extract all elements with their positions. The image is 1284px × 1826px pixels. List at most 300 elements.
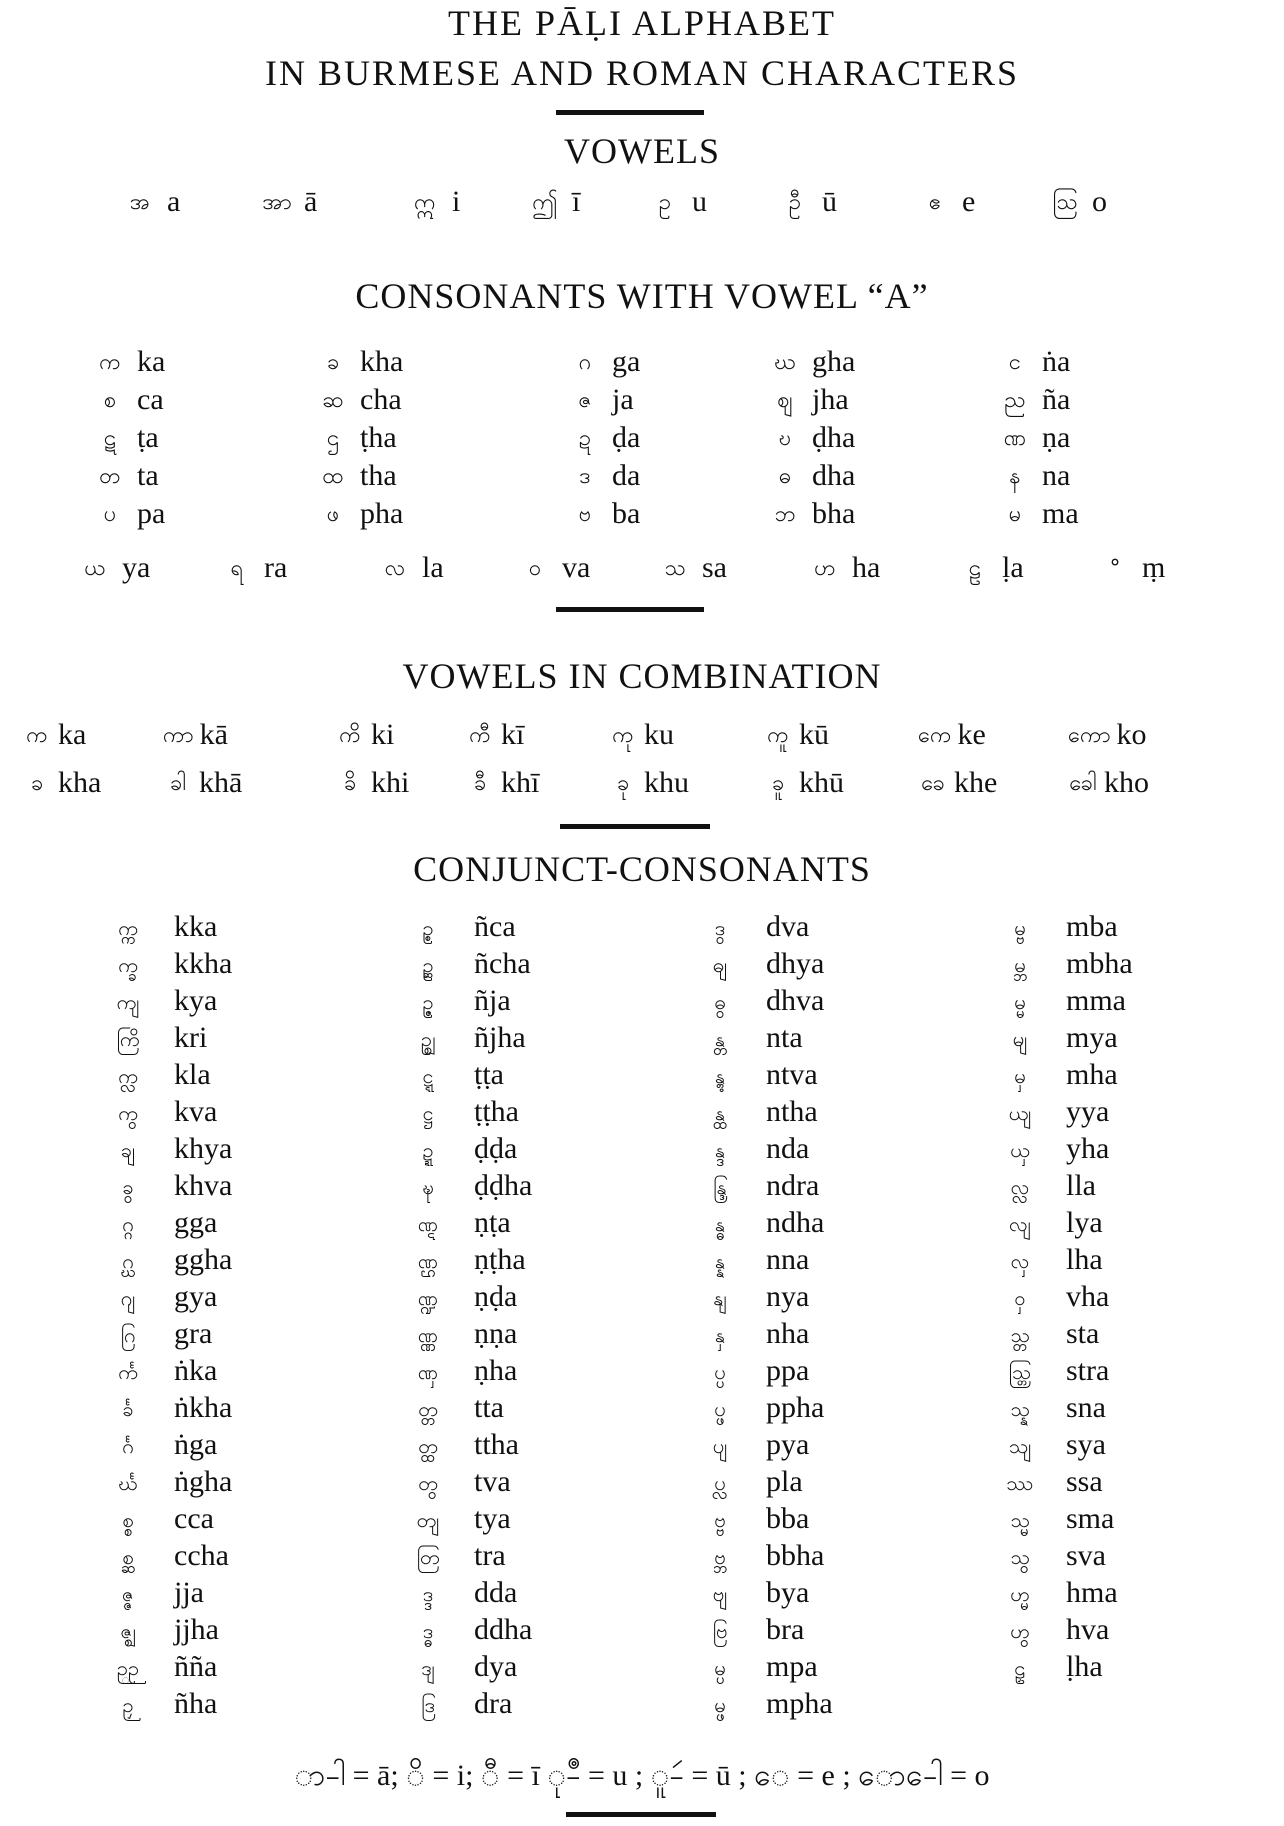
roman-transliteration: sa	[702, 551, 727, 584]
burmese-letter: ည	[1004, 388, 1026, 413]
roman-transliteration: ccha	[174, 1539, 229, 1572]
conjunct-pair	[408, 1648, 532, 1685]
roman-transliteration: ṭṭha	[474, 1095, 519, 1128]
conjunct-pair	[1000, 1426, 1133, 1463]
burmese-conjunct: ဉ္ဈ	[420, 1026, 436, 1051]
burmese-letter: ကူ	[767, 723, 789, 748]
burmese-conjunct: န္န	[714, 1248, 726, 1273]
burmese-conjunct: ဋ္ဌ	[422, 1100, 434, 1125]
roman-transliteration: dva	[766, 910, 810, 943]
consonants-heading: CONSONANTS WITH VOWEL “A”	[355, 276, 929, 316]
roman-transliteration: ī	[572, 185, 581, 218]
roman-transliteration: ke	[957, 718, 986, 751]
letter-pair	[608, 715, 674, 756]
burmese-conjunct: ပ္လ	[714, 1470, 726, 1495]
roman-transliteration: khu	[644, 766, 689, 799]
conjunct-pair	[408, 1056, 532, 1093]
burmese-conjunct: နှ	[714, 1322, 726, 1347]
roman-transliteration: ga	[612, 345, 641, 378]
burmese-conjunct: ကွ	[118, 1100, 138, 1125]
letter-pair	[780, 182, 837, 223]
roman-transliteration: hva	[1066, 1613, 1110, 1646]
roman-transliteration: ndha	[766, 1206, 825, 1239]
roman-transliteration: kva	[174, 1095, 218, 1128]
vowels-row	[0, 182, 1284, 222]
roman-transliteration: ppha	[766, 1391, 825, 1424]
roman-transliteration: tha	[360, 459, 397, 492]
roman-transliteration: la	[422, 551, 444, 584]
letter-pair	[318, 418, 397, 459]
burmese-conjunct: န္တ	[714, 1026, 726, 1051]
letter-pair	[95, 494, 165, 535]
burmese-conjunct: ဍ္ဎ	[422, 1174, 434, 1199]
roman-transliteration: ta	[137, 459, 159, 492]
roman-transliteration: ka	[137, 345, 166, 378]
conjunct-pair	[108, 982, 232, 1019]
conjunct-pair	[700, 1241, 833, 1278]
burmese-letter: ပ	[103, 502, 117, 527]
conjunct-pair	[1000, 1056, 1133, 1093]
roman-transliteration: hma	[1066, 1576, 1118, 1609]
conjunct-pair	[700, 1278, 833, 1315]
roman-transliteration: ntva	[766, 1058, 818, 1091]
letter-pair	[163, 763, 242, 804]
conjunct-pair	[108, 1167, 232, 1204]
divider	[556, 110, 704, 115]
consonant-row	[0, 342, 1284, 382]
burmese-conjunct: တြ	[416, 1544, 440, 1569]
roman-transliteration: kri	[174, 1021, 208, 1054]
conjunct-pair	[700, 945, 833, 982]
roman-transliteration: ḍḍa	[474, 1132, 518, 1165]
burmese-conjunct: ဏ္ဋ	[417, 1211, 439, 1236]
burmese-letter: င	[1008, 350, 1022, 375]
conjunct-pair	[1000, 1500, 1133, 1537]
roman-transliteration: dhya	[766, 947, 825, 980]
roman-transliteration: mba	[1066, 910, 1118, 943]
roman-transliteration: ña	[1042, 383, 1071, 416]
roman-transliteration: sya	[1066, 1428, 1106, 1461]
roman-transliteration: tta	[474, 1391, 504, 1424]
burmese-letter: ခါ	[169, 771, 187, 796]
conjunct-pair	[108, 1611, 232, 1648]
conjunct-pair	[108, 1093, 232, 1130]
burmese-letter: တ	[99, 464, 121, 489]
conjunct-pair	[408, 1278, 532, 1315]
combination-row	[0, 763, 1284, 803]
roman-transliteration: ñja	[474, 984, 511, 1017]
conjunct-pair	[700, 1093, 833, 1130]
burmese-conjunct: ဗြ	[712, 1618, 728, 1643]
roman-transliteration: kho	[1104, 766, 1149, 799]
conjunct-pair	[408, 1204, 532, 1241]
letter-pair	[1000, 380, 1070, 421]
conjunct-pair	[408, 1426, 532, 1463]
burmese-letter: ကိ	[339, 723, 361, 748]
conjunct-pair	[408, 1685, 532, 1722]
burmese-conjunct: န္ထ	[714, 1100, 726, 1125]
roman-transliteration: ḍḍha	[474, 1169, 533, 1202]
letter-pair	[770, 380, 849, 421]
roman-transliteration: dya	[474, 1650, 518, 1683]
conjunct-pair	[1000, 1537, 1133, 1574]
roman-transliteration: kha	[58, 766, 102, 799]
burmese-conjunct: ဏ္ဍ	[417, 1285, 439, 1310]
roman-transliteration: ku	[644, 718, 674, 751]
burmese-conjunct: င်္က	[118, 1359, 138, 1384]
burmese-conjunct: မ္မ	[1014, 989, 1026, 1014]
burmese-conjunct: စ္စ	[122, 1507, 134, 1532]
conjunct-pair	[700, 1352, 833, 1389]
letter-pair	[770, 494, 855, 535]
burmese-letter: ဍ	[578, 426, 592, 451]
conjunct-pair	[1000, 1574, 1133, 1611]
conjunct-pair	[408, 908, 532, 945]
roman-transliteration: ttha	[474, 1428, 519, 1461]
roman-transliteration: sta	[1066, 1317, 1100, 1350]
letter-pair	[163, 715, 228, 756]
letter-pair	[1100, 548, 1165, 589]
roman-transliteration: vha	[1066, 1280, 1110, 1313]
burmese-letter: အာ	[262, 190, 292, 215]
burmese-letter: ကော	[1068, 723, 1111, 748]
roman-transliteration: mpa	[766, 1650, 818, 1683]
conjunct-pair	[700, 1056, 833, 1093]
roman-transliteration: mma	[1066, 984, 1126, 1017]
roman-transliteration: ḷha	[1066, 1650, 1103, 1683]
burmese-conjunct: က္က	[118, 915, 138, 940]
roman-transliteration: ṃ	[1142, 551, 1166, 584]
roman-transliteration: jha	[812, 383, 849, 416]
roman-transliteration: kka	[174, 910, 218, 943]
burmese-conjunct: ခွ	[122, 1174, 134, 1199]
burmese-conjunct: ဉ္ဆ	[422, 952, 434, 977]
roman-transliteration: mha	[1066, 1058, 1118, 1091]
roman-transliteration: ḍha	[812, 421, 856, 454]
roman-transliteration: yha	[1066, 1132, 1110, 1165]
burmese-letter: ဈ	[777, 388, 793, 413]
burmese-letter: ဓ	[778, 464, 792, 489]
conjunct-pair	[408, 1500, 532, 1537]
roman-transliteration: u	[692, 185, 707, 218]
burmese-conjunct: ဗ္ဘ	[714, 1544, 726, 1569]
burmese-conjunct: သျ	[1008, 1433, 1032, 1458]
burmese-conjunct: တွ	[418, 1470, 438, 1495]
conjunct-pair	[108, 1648, 232, 1685]
roman-transliteration: khū	[799, 766, 844, 799]
burmese-conjunct: က္လ	[118, 1063, 138, 1088]
roman-transliteration: khva	[174, 1169, 233, 1202]
roman-transliteration: na	[1042, 459, 1071, 492]
conjunct-pair	[1000, 1278, 1133, 1315]
letter-pair	[770, 418, 855, 459]
roman-transliteration: jja	[174, 1576, 204, 1609]
consonant-row	[0, 494, 1284, 534]
burmese-letter: ဟ	[814, 556, 836, 581]
roman-transliteration: ggha	[174, 1243, 233, 1276]
conjunct-pair	[108, 1426, 232, 1463]
burmese-letter: ဆ	[322, 388, 344, 413]
roman-transliteration: ṭṭa	[474, 1058, 504, 1091]
burmese-conjunct: စ္ဆ	[122, 1544, 134, 1569]
letter-pair	[918, 715, 986, 756]
conjunct-pair	[1000, 1352, 1133, 1389]
roman-transliteration: bya	[766, 1576, 810, 1609]
burmese-conjunct: တျ	[416, 1507, 440, 1532]
burmese-conjunct: ဉ္ဇ	[422, 989, 434, 1014]
roman-transliteration: gga	[174, 1206, 218, 1239]
burmese-conjunct: င်္ဃ	[118, 1470, 138, 1495]
roman-transliteration: ñca	[474, 910, 516, 943]
burmese-conjunct: ဉ္စ	[422, 915, 434, 940]
conjunct-column	[408, 908, 532, 1722]
combination-heading: VOWELS IN COMBINATION	[402, 656, 882, 696]
burmese-letter: ကေ	[918, 723, 952, 748]
roman-transliteration: dra	[474, 1687, 513, 1720]
roman-transliteration: khya	[174, 1132, 233, 1165]
burmese-conjunct: ကျ	[116, 989, 140, 1014]
letter-pair	[95, 342, 165, 383]
letter-pair	[810, 548, 880, 589]
conjunct-pair	[700, 1537, 833, 1574]
conjunct-pair	[108, 1500, 232, 1537]
letter-pair	[318, 494, 403, 535]
letter-pair	[95, 456, 159, 497]
letter-pair	[1068, 715, 1147, 756]
roman-transliteration: ja	[612, 383, 634, 416]
burmese-conjunct: င်္ခ	[122, 1396, 134, 1421]
conjunct-pair	[408, 1130, 532, 1167]
conjunct-column	[1000, 908, 1133, 1685]
letter-pair	[380, 548, 444, 589]
letter-pair	[570, 380, 634, 421]
burmese-conjunct: ဋ္ဋ	[422, 1063, 434, 1088]
conjunct-pair	[1000, 1648, 1133, 1685]
roman-transliteration: nna	[766, 1243, 810, 1276]
burmese-letter: သ	[664, 556, 686, 581]
burmese-conjunct: တ္တ	[418, 1396, 438, 1421]
roman-transliteration: kā	[199, 718, 228, 751]
roman-transliteration: gha	[812, 345, 856, 378]
letter-pair	[410, 182, 460, 223]
roman-transliteration: ya	[122, 551, 151, 584]
conjunct-pair	[1000, 1241, 1133, 1278]
page-title-line-2: IN BURMESE AND ROMAN CHARACTERS	[264, 53, 1020, 93]
letter-pair	[22, 763, 101, 804]
vowels-heading: VOWELS	[564, 131, 720, 171]
letter-pair	[770, 342, 855, 383]
letter-pair	[465, 715, 524, 756]
conjunct-pair	[408, 1574, 532, 1611]
burmese-conjunct: မ္ဘ	[1014, 952, 1026, 977]
roman-transliteration: tya	[474, 1502, 511, 1535]
burmese-conjunct: ပျ	[712, 1433, 728, 1458]
conjunct-pair	[108, 1130, 232, 1167]
roman-transliteration: dhva	[766, 984, 825, 1017]
conjunct-pair	[700, 1574, 833, 1611]
conjunct-pair	[1000, 1167, 1133, 1204]
conjunct-pair	[700, 1389, 833, 1426]
letter-pair	[335, 715, 394, 756]
burmese-conjunct: ဟ္မ	[1010, 1581, 1030, 1606]
conjunct-pair	[1000, 1204, 1133, 1241]
letter-pair	[570, 342, 640, 383]
burmese-conjunct: င်္ဂ	[122, 1433, 134, 1458]
roman-transliteration: ṇṭa	[474, 1206, 511, 1239]
letter-pair	[570, 456, 640, 497]
page-title-line-1: THE PĀḶI ALPHABET	[448, 3, 836, 43]
burmese-conjunct: န္ဒြ	[713, 1174, 727, 1199]
divider	[566, 1812, 716, 1817]
burmese-conjunct: တ္ထ	[418, 1433, 438, 1458]
conjuncts-heading: CONJUNCT-CONSONANTS	[413, 849, 871, 889]
roman-transliteration: ṇṭha	[474, 1243, 526, 1276]
roman-transliteration: ṇa	[1042, 421, 1071, 454]
letter-pair	[1000, 494, 1079, 535]
burmese-conjunct: ဂ္ဃ	[122, 1248, 134, 1273]
burmese-letter: ဤ	[532, 190, 558, 215]
letter-pair	[763, 715, 829, 756]
burmese-letter: စ	[103, 388, 117, 413]
burmese-letter: အ	[129, 190, 151, 215]
burmese-letter: ဃ	[774, 350, 796, 375]
conjunct-pair	[108, 1056, 232, 1093]
conjunct-pair	[408, 982, 532, 1019]
letter-pair	[570, 418, 640, 459]
roman-transliteration: ki	[371, 718, 395, 751]
roman-transliteration: mpha	[766, 1687, 833, 1720]
roman-transliteration: ntha	[766, 1095, 818, 1128]
burmese-letter: က	[26, 723, 48, 748]
conjunct-pair	[700, 1426, 833, 1463]
burmese-conjunct: ဂျ	[120, 1285, 136, 1310]
roman-transliteration: ñcha	[474, 947, 531, 980]
letter-pair	[465, 763, 539, 804]
roman-transliteration: pa	[137, 497, 166, 530]
burmese-conjunct: ဂ္ဂ	[122, 1211, 134, 1236]
burmese-letter: မ	[1008, 502, 1022, 527]
conjunct-pair	[700, 1500, 833, 1537]
roman-transliteration: tra	[474, 1539, 506, 1572]
burmese-letter: ဥ	[658, 190, 672, 215]
letter-pair	[262, 182, 317, 223]
roman-transliteration: lya	[1066, 1206, 1103, 1239]
conjunct-pair	[108, 1019, 232, 1056]
roman-transliteration: mya	[1066, 1021, 1118, 1054]
burmese-letter: ဇ	[578, 388, 592, 413]
burmese-letter: ကာ	[163, 723, 194, 748]
roman-transliteration: khā	[199, 766, 243, 799]
burmese-conjunct: ဗျ	[712, 1581, 728, 1606]
burmese-conjunct: န္ဓ	[714, 1211, 726, 1236]
conjunct-pair	[408, 1389, 532, 1426]
burmese-letter: °	[1109, 556, 1121, 581]
burmese-conjunct: ဓွ	[714, 989, 726, 1014]
burmese-conjunct: သ္န	[1010, 1396, 1030, 1421]
letter-pair	[95, 380, 164, 421]
conjunct-pair	[700, 1315, 833, 1352]
burmese-conjunct: ဟွ	[1010, 1618, 1030, 1643]
conjunct-pair	[1000, 945, 1133, 982]
roman-transliteration: ddha	[474, 1613, 533, 1646]
roman-transliteration: dda	[474, 1576, 518, 1609]
roman-transliteration: lla	[1066, 1169, 1096, 1202]
burmese-letter: ဖ	[326, 502, 340, 527]
burmese-conjunct: ယှ	[1010, 1137, 1030, 1162]
burmese-letter: ဩ	[1052, 190, 1078, 215]
roman-transliteration: ṇha	[474, 1354, 518, 1387]
letter-pair	[650, 182, 707, 223]
letter-pair	[520, 548, 590, 589]
conjunct-column	[700, 908, 833, 1722]
roman-transliteration: bra	[766, 1613, 805, 1646]
roman-transliteration: ha	[852, 551, 881, 584]
burmese-letter: ခိ	[343, 771, 357, 796]
letter-pair	[22, 715, 86, 756]
burmese-letter: ဝ	[528, 556, 542, 581]
roman-transliteration: kha	[360, 345, 404, 378]
roman-transliteration: ṇṇa	[474, 1317, 518, 1350]
letter-pair	[570, 494, 640, 535]
burmese-conjunct: ပ္ဖ	[714, 1396, 726, 1421]
conjunct-pair	[408, 945, 532, 982]
roman-transliteration: ā	[304, 185, 318, 218]
conjunct-pair	[108, 1574, 232, 1611]
letter-pair	[125, 182, 180, 223]
burmese-conjunct: န္တွ	[714, 1063, 726, 1088]
roman-transliteration: lha	[1066, 1243, 1103, 1276]
consonants-extra-row	[0, 548, 1284, 588]
conjunct-pair	[108, 1685, 232, 1722]
roman-transliteration: ñña	[174, 1650, 218, 1683]
burmese-conjunct: နျ	[713, 1285, 727, 1310]
burmese-conjunct: လ္လ	[1010, 1174, 1030, 1199]
burmese-letter: ဋ	[103, 426, 117, 451]
burmese-conjunct: က္ခ	[118, 952, 138, 977]
roman-transliteration: ndra	[766, 1169, 820, 1202]
burmese-conjunct: ဗ္ဗ	[714, 1507, 726, 1532]
conjunct-pair	[408, 1315, 532, 1352]
roman-transliteration: sma	[1066, 1502, 1115, 1535]
burmese-conjunct: ဒြ	[421, 1692, 435, 1717]
roman-transliteration: sna	[1066, 1391, 1106, 1424]
roman-transliteration: ba	[612, 497, 641, 530]
roman-transliteration: gya	[174, 1280, 218, 1313]
burmese-conjunct: ဍ္ဍ	[422, 1137, 434, 1162]
conjunct-pair	[1000, 1389, 1133, 1426]
conjunct-pair	[408, 1167, 532, 1204]
roman-transliteration: i	[452, 185, 461, 218]
burmese-letter: ဠ	[968, 556, 982, 581]
burmese-letter: ခူ	[771, 771, 785, 796]
burmese-conjunct: သ္တြ	[1008, 1359, 1032, 1384]
conjunct-pair	[1000, 982, 1133, 1019]
roman-transliteration: ssa	[1066, 1465, 1103, 1498]
roman-transliteration: e	[962, 185, 976, 218]
roman-transliteration: tva	[474, 1465, 511, 1498]
roman-transliteration: bba	[766, 1502, 810, 1535]
roman-transliteration: ṅkha	[174, 1391, 233, 1424]
burmese-conjunct: ချ	[120, 1137, 136, 1162]
conjunct-pair	[700, 1019, 833, 1056]
roman-transliteration: ko	[1116, 718, 1147, 751]
burmese-letter: ဒ	[579, 464, 591, 489]
conjunct-pair	[408, 1463, 532, 1500]
burmese-letter: ဏ	[1003, 426, 1027, 451]
burmese-conjunct: မ္ပ	[714, 1655, 726, 1680]
burmese-letter: ဎ	[778, 426, 792, 451]
burmese-letter: ခု	[616, 771, 630, 796]
